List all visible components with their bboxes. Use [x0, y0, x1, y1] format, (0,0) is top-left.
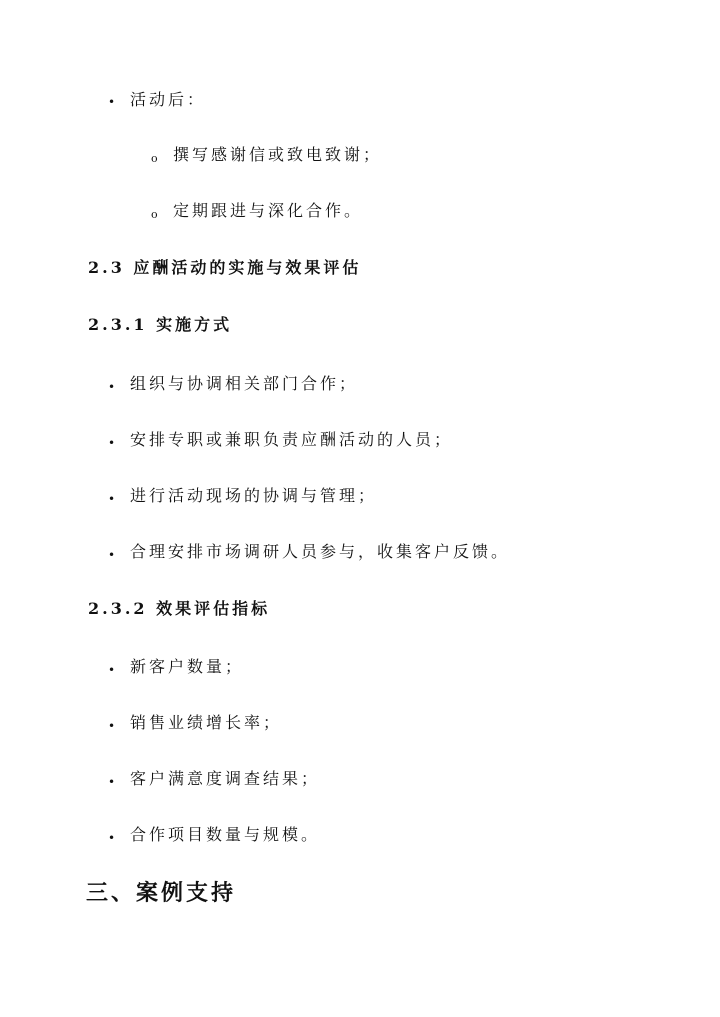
chapter-heading-3: 三、案例支持 [86, 880, 237, 906]
bullet-marker [108, 769, 115, 794]
sub-list-item: 撰写感谢信或致电致谢； [173, 145, 383, 164]
sub-bullet-marker [151, 201, 158, 227]
list-item: 销售业绩增长率； [130, 713, 283, 732]
section-heading-2-3-2: 2.3.2 效果评估指标 [88, 599, 271, 618]
bullet-marker [108, 486, 115, 511]
list-item: 新客户数量； [130, 657, 245, 676]
sub-list-item: 定期跟进与深化合作。 [173, 201, 364, 220]
sub-bullet-marker [151, 145, 158, 171]
list-item: 组织与协调相关部门合作； [130, 374, 359, 393]
bullet-marker [108, 89, 115, 114]
list-item: 进行活动现场的协调与管理； [130, 486, 378, 505]
bullet-marker [108, 657, 115, 682]
section-heading-2-3: 2.3 应酬活动的实施与效果评估 [88, 258, 362, 277]
bullet-marker [108, 713, 115, 738]
list-item: 合作项目数量与规模。 [130, 825, 321, 844]
list-item: 合理安排市场调研人员参与，收集客户反馈。 [130, 542, 511, 561]
bullet-marker [108, 825, 115, 850]
list-item: 安排专职或兼职负责应酬活动的人员； [130, 430, 454, 449]
section-heading-2-3-1: 2.3.1 实施方式 [88, 315, 233, 334]
list-item-after-activity: 活动后： [130, 90, 207, 109]
bullet-marker [108, 430, 115, 455]
bullet-marker [108, 374, 115, 399]
bullet-marker [108, 542, 115, 567]
list-item: 客户满意度调查结果； [130, 769, 321, 788]
